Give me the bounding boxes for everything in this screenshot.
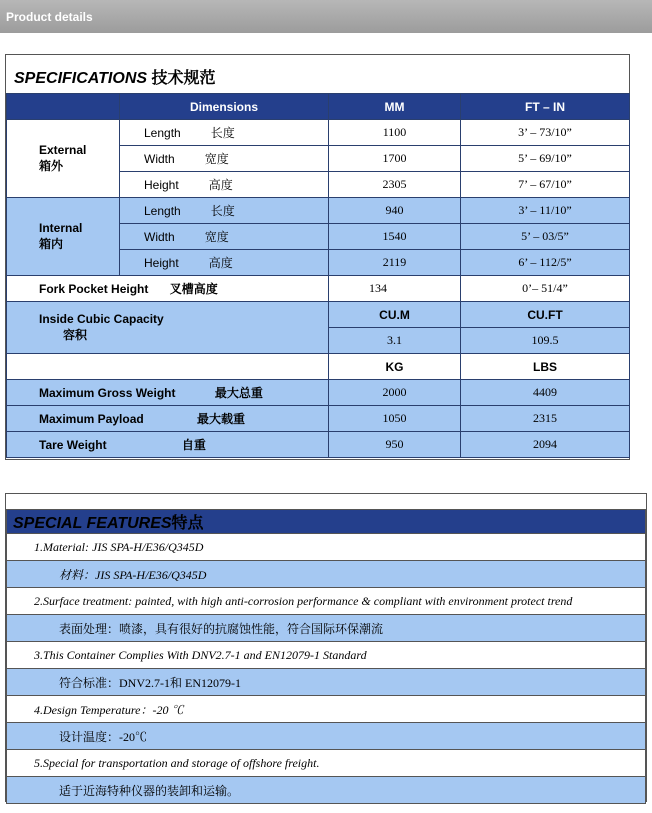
cubic-label: Inside Cubic Capacity 容积 [7,302,329,354]
list-item: 适于近海特种仪器的装卸和运输。 [7,777,646,804]
list-item: 设计温度：-20℃ [7,723,646,750]
list-item: 1.Material: JIS SPA-H/E36/Q345D [7,534,646,561]
table-row: Internal 箱内 Length 长度 940 3’ – 11/10” [7,198,630,224]
col-dimensions: Dimensions [120,94,329,120]
col-mm: MM [329,94,461,120]
header-bar [0,0,652,33]
list-item: 材料：JIS SPA-H/E36/Q345D [7,561,646,588]
table-row: 3.1 109.5 [7,328,630,354]
specifications-table [6,93,630,458]
table-header-row [7,94,630,120]
table-row: Width 宽度 1540 5’ – 03/5” [7,224,630,250]
table-row: Maximum Payload 最大载重 1050 2315 [7,406,630,432]
table-row: Maximum Gross Weight 最大总重 2000 4409 [7,380,630,406]
external-group-label: External 箱外 [7,120,120,198]
header-title: Product details [6,10,93,24]
special-features-panel [5,493,647,802]
table-row: Width 宽度 1700 5’ – 69/10” [7,146,630,172]
features-title: SPECIAL FEATURES特点 [7,510,646,534]
specifications-panel [5,54,630,460]
table-row: Height 高度 2305 7’ – 67/10” [7,172,630,198]
col-ftin: FT – IN [461,94,630,120]
list-item: 符合标准：DNV2.7-1和 EN12079-1 [7,669,646,696]
internal-group-label: Internal 箱内 [7,198,120,276]
table-row: KG LBS [7,354,630,380]
list-item: 2.Surface treatment: painted, with high anti-corrosion performance & compliant with environment protect trend [7,588,646,615]
list-item: 表面处理：喷漆，具有很好的抗腐蚀性能，符合国际环保潮流 [7,615,646,642]
list-item: 4.Design Temperature：-20 ℃ [7,696,646,723]
list-item: 5.Special for transportation and storage of offshore freight. [7,750,646,777]
table-row: External 箱外 Length 长度 1100 3’ – 73/10” [7,120,630,146]
table-row: Inside Cubic Capacity 容积 CU.M CU.FT [7,302,630,328]
list-item: 3.This Container Complies With DNV2.7-1 and EN12079-1 Standard [7,642,646,669]
table-row: Height 高度 2119 6’ – 112/5” [7,250,630,276]
table-row: Fork Pocket Height 叉槽高度 134 0’– 51/4” [7,276,630,302]
table-row: Tare Weight 自重 950 2094 [7,432,630,458]
specifications-title: SPECIFICATIONS 技术规范 [14,68,216,87]
special-features-table [6,509,646,804]
features-header-row [7,510,646,534]
